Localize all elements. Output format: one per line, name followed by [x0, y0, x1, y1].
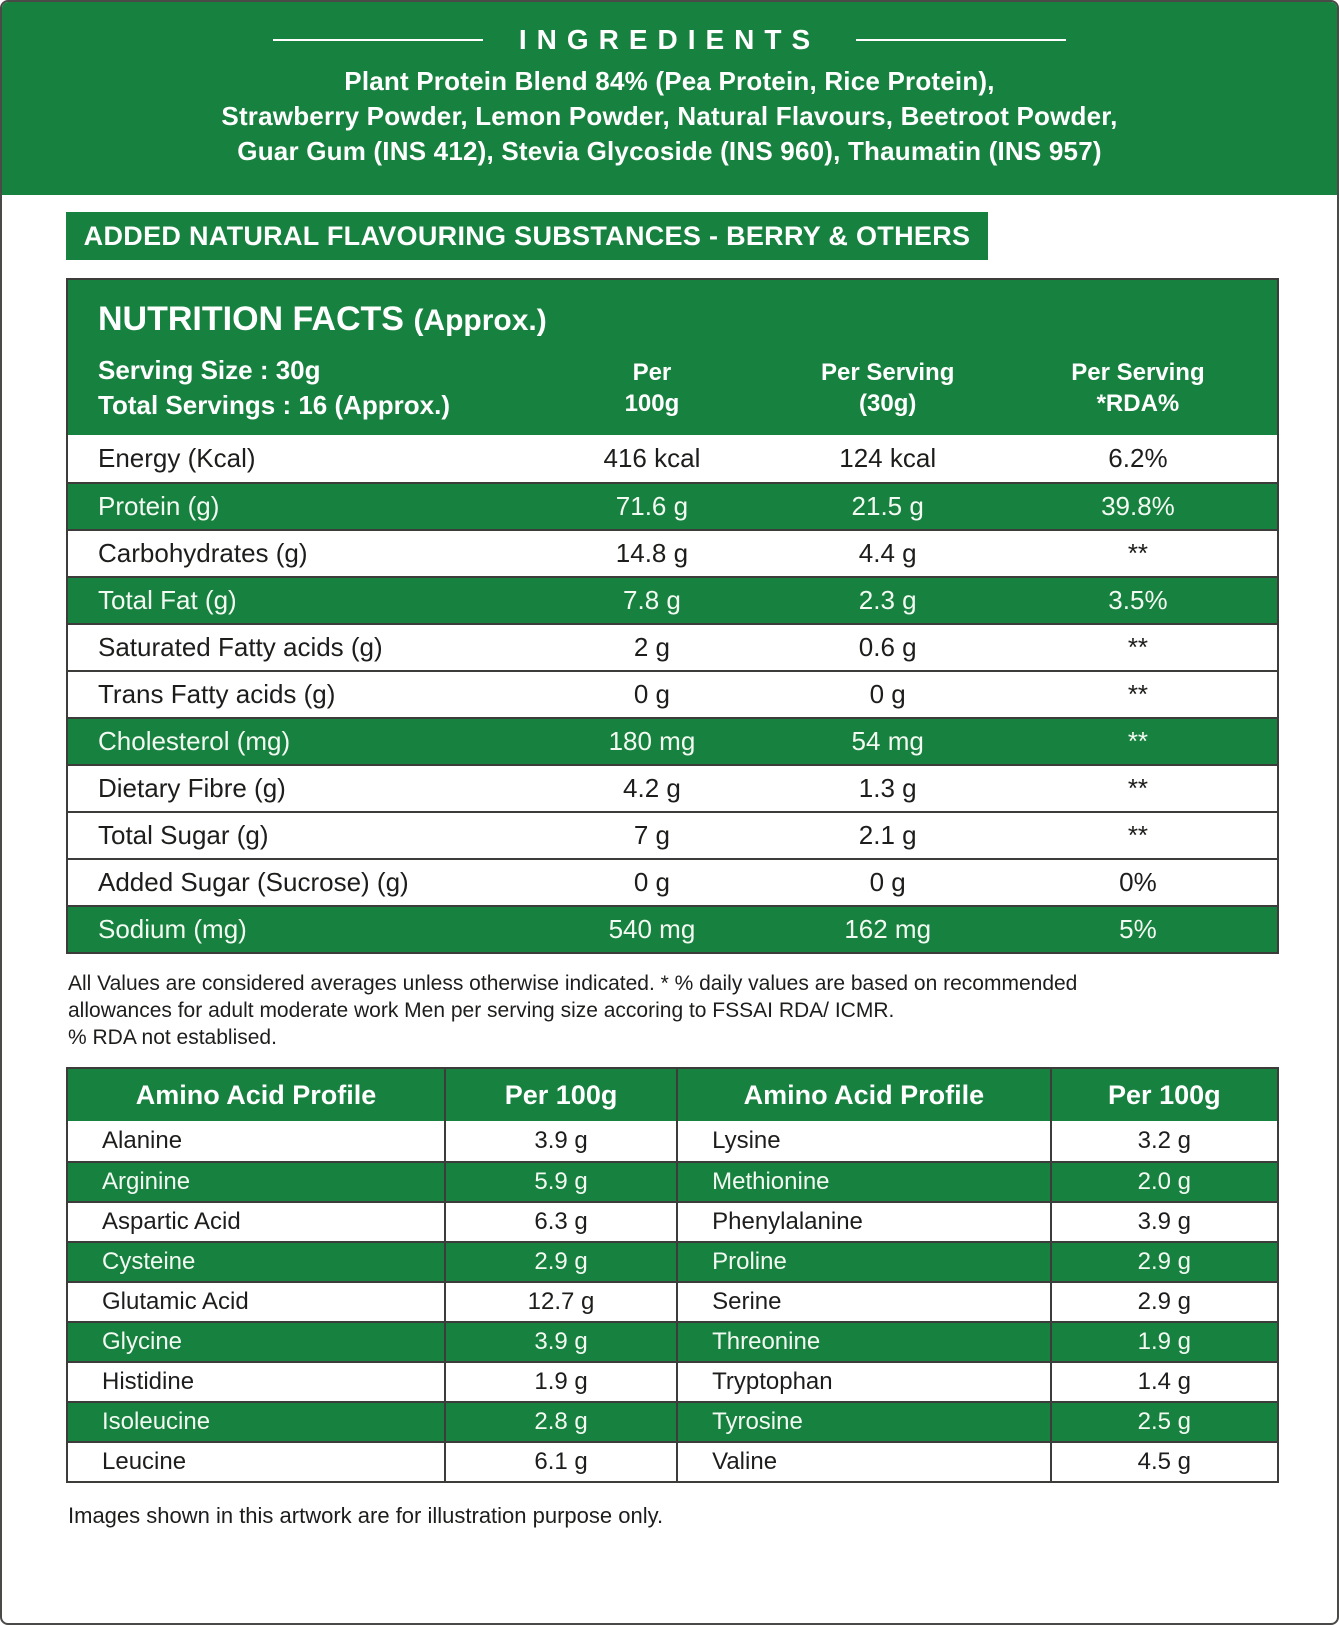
amino-name-right: Methionine: [676, 1163, 1050, 1201]
nutrient-label: Total Sugar (g): [98, 820, 269, 850]
nutrient-per-serving-value: 1.3 g: [858, 773, 917, 803]
nutrient-label: Sodium (mg): [98, 914, 247, 944]
nutrition-table-row: [68, 482, 1277, 529]
nutrient-rda-value: **: [1127, 773, 1149, 803]
nutrient-per-100g-value: 0 g: [633, 867, 670, 897]
amino-name-left: Isoleucine: [102, 1408, 211, 1435]
nutrient-label: Energy (Kcal): [98, 443, 256, 473]
amino-acid-table-header: [68, 1069, 1277, 1121]
nutrient-per-serving-value: 2.3 g: [858, 585, 917, 615]
nutrient-label: Saturated Fatty acids (g): [98, 632, 383, 662]
amino-acid-row: [68, 1441, 1277, 1481]
amino-acid-row: [68, 1161, 1277, 1201]
footnote-line: All Values are considered averages unless otherwise indicated. * % daily values are based on recommended: [68, 972, 1078, 995]
nutrient-per-100g-value: 14.8 g: [615, 538, 689, 568]
nutrient-per-serving-value: 54 mg: [851, 726, 924, 756]
amino-value-right: 3.9 g: [1050, 1203, 1277, 1241]
nutrient-per-serving-value: 124 kcal: [839, 443, 937, 473]
amino-value-right: 2.5 g: [1050, 1403, 1277, 1441]
divider-rule-right: [856, 39, 1066, 41]
nutrition-facts-title: [98, 300, 1277, 339]
nutrition-table-row: [68, 717, 1277, 764]
amino-value-left: 12.7 g: [444, 1283, 676, 1321]
nutrient-per-100g-value: 7 g: [633, 820, 670, 850]
nutrient-per-100g-value: 71.6 g: [615, 491, 689, 521]
nutrition-table-row: [68, 670, 1277, 717]
illustration-disclaimer: Images shown in this artwork are for illustration purpose only.: [68, 1503, 664, 1528]
amino-name-left: Glycine: [102, 1328, 183, 1355]
nutrient-label: Protein (g): [98, 491, 220, 521]
amino-value-left: 5.9 g: [444, 1163, 676, 1201]
nutrient-per-100g-value: 540 mg: [608, 914, 696, 944]
amino-name-left: Cysteine: [102, 1248, 196, 1275]
ingredients-banner: [2, 2, 1337, 195]
amino-name-right: Valine: [676, 1443, 1050, 1481]
nutrition-facts-title-suffix: (Approx.): [413, 304, 547, 337]
footnote-line: % RDA not establised.: [68, 1026, 277, 1049]
amino-value-left: 3.9 g: [444, 1121, 676, 1161]
nutrient-label: Added Sugar (Sucrose) (g): [98, 867, 409, 897]
amino-name-right: Lysine: [676, 1121, 1050, 1161]
amino-value-left: 2.8 g: [444, 1403, 676, 1441]
nutrient-rda-value: **: [1127, 820, 1149, 850]
nutrition-facts-rows: [68, 435, 1277, 952]
nutrient-per-100g-value: 7.8 g: [623, 585, 681, 615]
amino-acid-row: [68, 1201, 1277, 1241]
amino-value-left: 6.3 g: [444, 1203, 676, 1241]
nutrition-table-row: [68, 435, 1277, 482]
nutrient-per-100g-value: 0 g: [633, 679, 670, 709]
amino-value-right: 3.2 g: [1050, 1121, 1277, 1161]
amino-name-right: Tyrosine: [676, 1403, 1050, 1441]
nutrient-rda-value: 6.2%: [1108, 443, 1168, 473]
nutrition-facts-table: [66, 278, 1279, 954]
amino-value-right: 1.9 g: [1050, 1323, 1277, 1361]
divider-rule-left: [273, 39, 483, 41]
column-header-per-serving: Per Serving (30g): [820, 359, 955, 417]
amino-value-right: 1.4 g: [1050, 1363, 1277, 1401]
amino-value-left: 6.1 g: [444, 1443, 676, 1481]
nutrition-table-row: [68, 576, 1277, 623]
nutrient-rda-value: 5%: [1119, 914, 1157, 944]
amino-value-right: 2.9 g: [1050, 1283, 1277, 1321]
nutrient-label: Dietary Fibre (g): [98, 773, 286, 803]
nutrient-rda-value: **: [1127, 632, 1149, 662]
amino-header-profile-left: Amino Acid Profile: [135, 1079, 377, 1110]
nutrient-rda-value: **: [1127, 726, 1149, 756]
ingredients-title: INGREDIENTS: [518, 24, 821, 55]
amino-value-right: 4.5 g: [1050, 1443, 1277, 1481]
flavouring-banner: [66, 212, 988, 260]
amino-acid-row: [68, 1361, 1277, 1401]
nutrient-rda-value: **: [1127, 679, 1149, 709]
amino-name-right: Tryptophan: [676, 1363, 1050, 1401]
nutrient-per-serving-value: 2.1 g: [858, 820, 917, 850]
nutrition-table-row: [68, 764, 1277, 811]
amino-acid-row: [68, 1241, 1277, 1281]
column-header-per-100g: Per 100g: [624, 359, 680, 417]
ingredients-line: Strawberry Powder, Lemon Powder, Natural Flavours, Beetroot Powder,: [221, 101, 1118, 131]
amino-header-per100g-left: Per 100g: [444, 1069, 676, 1121]
amino-acid-row: [68, 1281, 1277, 1321]
amino-value-right: 2.9 g: [1050, 1243, 1277, 1281]
nutrient-label: Cholesterol (mg): [98, 726, 291, 756]
nutrient-per-100g-value: 2 g: [633, 632, 670, 662]
amino-header-profile-right: Amino Acid Profile: [676, 1069, 1050, 1121]
nutrient-per-100g-value: 4.2 g: [623, 773, 681, 803]
nutrient-rda-value: 39.8%: [1101, 491, 1175, 521]
nutrition-table-row: [68, 905, 1277, 952]
amino-acid-row: [68, 1121, 1277, 1161]
nutrition-facts-column-headers: [68, 353, 1277, 423]
amino-name-left: Aspartic Acid: [102, 1208, 241, 1235]
nutrition-facts-title-main: NUTRITION FACTS: [98, 300, 404, 338]
amino-header-per100g-right: Per 100g: [1050, 1069, 1277, 1121]
amino-name-right: Threonine: [676, 1323, 1050, 1361]
amino-name-right: Proline: [676, 1243, 1050, 1281]
nutrient-per-serving-value: 21.5 g: [851, 491, 924, 521]
serving-size: Serving Size : 30g: [98, 355, 321, 385]
ingredients-line: Plant Protein Blend 84% (Pea Protein, Rice Protein),: [344, 66, 995, 96]
nutrient-rda-value: **: [1127, 538, 1149, 568]
nutrient-per-serving-value: 4.4 g: [858, 538, 917, 568]
amino-value-left: 3.9 g: [444, 1323, 676, 1361]
amino-name-left: Glutamic Acid: [102, 1288, 249, 1315]
nutrient-per-100g-value: 416 kcal: [603, 443, 701, 473]
nutrition-facts-header: [68, 280, 1277, 435]
nutrition-table-row: [68, 811, 1277, 858]
rda-footnote: [68, 970, 1337, 1051]
amino-name-right: Phenylalanine: [676, 1203, 1050, 1241]
ingredients-heading: [2, 24, 1337, 56]
nutrient-per-serving-value: 162 mg: [844, 914, 932, 944]
amino-acid-row: [68, 1401, 1277, 1441]
amino-name-left: Alanine: [102, 1127, 183, 1154]
nutrition-table-row: [68, 858, 1277, 905]
total-servings: Total Servings : 16 (Approx.): [98, 390, 451, 420]
amino-acid-row: [68, 1321, 1277, 1361]
amino-acid-rows: [68, 1121, 1277, 1481]
nutrient-label: Trans Fatty acids (g): [98, 679, 336, 709]
nutrient-rda-value: 3.5%: [1108, 585, 1168, 615]
amino-value-left: 2.9 g: [444, 1243, 676, 1281]
footnote-line: allowances for adult moderate work Men per serving size accoring to FSSAI RDA/ ICMR.: [68, 999, 895, 1022]
amino-value-left: 1.9 g: [444, 1363, 676, 1401]
nutrient-per-100g-value: 180 mg: [608, 726, 696, 756]
nutrient-per-serving-value: 0.6 g: [858, 632, 917, 662]
amino-value-right: 2.0 g: [1050, 1163, 1277, 1201]
nutrition-table-row: [68, 623, 1277, 670]
amino-name-left: Leucine: [102, 1448, 187, 1475]
ingredients-line: Guar Gum (INS 412), Stevia Glycoside (INS 960), Thaumatin (INS 957): [237, 136, 1102, 166]
nutrition-table-row: [68, 529, 1277, 576]
nutrient-label: Total Fat (g): [98, 585, 237, 615]
amino-name-left: Arginine: [102, 1168, 191, 1195]
amino-acid-table: [66, 1067, 1279, 1483]
nutrient-label: Carbohydrates (g): [98, 538, 308, 568]
nutrient-per-serving-value: 0 g: [869, 867, 906, 897]
amino-name-right: Serine: [676, 1283, 1050, 1321]
nutrient-per-serving-value: 0 g: [869, 679, 906, 709]
nutrient-rda-value: 0%: [1119, 867, 1157, 897]
column-header-per-serving-rda: Per Serving *RDA%: [1071, 359, 1205, 417]
amino-name-left: Histidine: [102, 1368, 195, 1395]
flavouring-banner-text: ADDED NATURAL FLAVOURING SUBSTANCES - BERRY & OTHERS: [83, 220, 971, 251]
serving-info: [98, 353, 527, 423]
